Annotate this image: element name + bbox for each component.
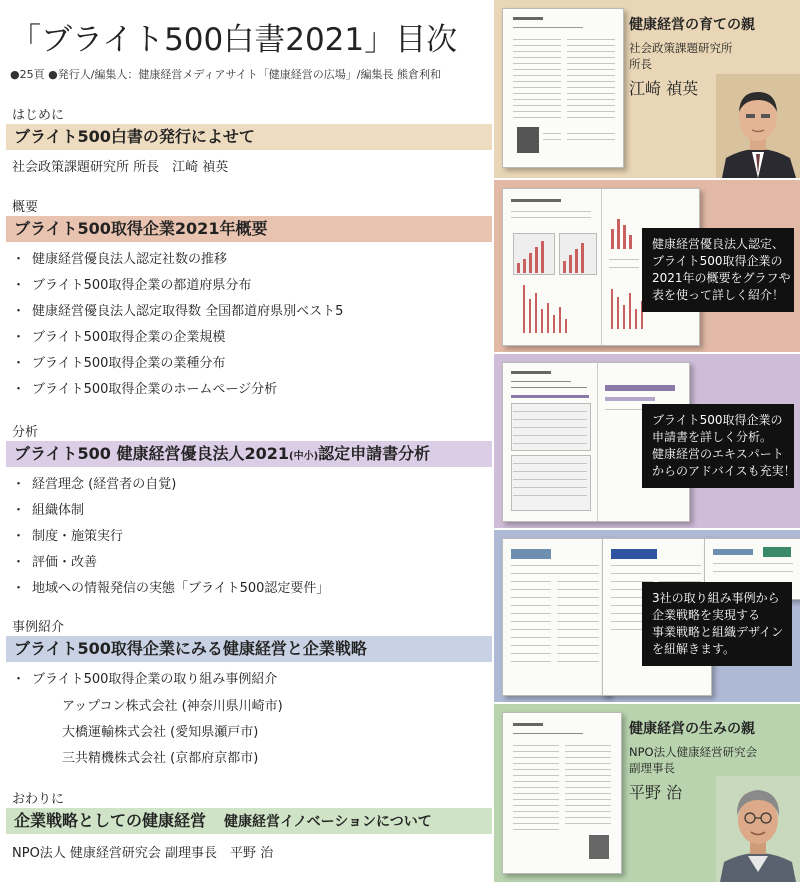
preview-panel-analysis — [494, 354, 800, 528]
section-heading: ブライト500 健康経営優良法人2021 — [14, 444, 290, 463]
preview-panel-closing — [494, 704, 800, 882]
list-item: ・ ブライト500取得企業の取り組み事例紹介 — [12, 672, 278, 687]
page-thumbnail — [502, 538, 610, 696]
section-heading: ブライト500取得企業にみる健康経営と企業戦略 — [14, 639, 367, 658]
list-item: ・ 経営理念 (経営者の自覚) — [12, 477, 177, 492]
section-closing — [0, 788, 492, 868]
person-heading: 健康経営の育ての親 — [629, 17, 755, 33]
section-heading-bar — [6, 124, 492, 150]
person-org: NPO法人健康経営研究会 — [629, 745, 758, 759]
portrait-photo — [716, 776, 800, 882]
section-label: 概要 — [12, 200, 39, 215]
section-heading-bar — [6, 216, 492, 242]
page-thumbnail — [502, 8, 624, 168]
section-heading: ブライト500白書の発行によせて — [14, 127, 255, 146]
page-title: 「ブライト500白書2021」目次 — [10, 22, 458, 58]
person-name: 平野 治 — [629, 783, 683, 802]
person-name: 江崎 禎英 — [629, 79, 699, 98]
section-heading-sub: 健康経営イノベーションについて — [224, 814, 432, 830]
company-item: アップコン株式会社 (神奈川県川崎市) — [62, 699, 283, 714]
preview-column — [494, 0, 800, 882]
section-heading-bar — [6, 441, 492, 467]
preview-panel-overview — [494, 180, 800, 352]
section-heading-bar — [6, 808, 492, 834]
list-item: ・ 健康経営優良法人認定取得数 全国都道府県別ベスト5 — [12, 304, 344, 319]
section-analysis — [0, 421, 492, 606]
preview-panel-cases — [494, 530, 800, 702]
company-item: 大橋運輸株式会社 (愛知県瀬戸市) — [62, 725, 259, 740]
list-item: ・ ブライト500取得企業の都道府県分布 — [12, 278, 252, 293]
author-line: 社会政策課題研究所 所長 江崎 禎英 — [12, 160, 229, 175]
preview-caption: 3社の取り組み事例から 企業戦略を実現する 事業戦略と組織デザイン を紐解きます。 — [642, 582, 792, 666]
section-label: 事例紹介 — [12, 620, 65, 635]
section-heading-tail: 認定申請書分析 — [318, 444, 431, 463]
company-item: 三共精機株式会社 (京都府京都市) — [62, 751, 259, 766]
section-intro — [0, 104, 492, 184]
list-item: ・ 地域への情報発信の実態「ブライト500認定要件」 — [12, 581, 330, 596]
list-item: ・ ブライト500取得企業の業種分布 — [12, 356, 226, 371]
section-label: 分析 — [12, 425, 39, 440]
preview-caption: ブライト500取得企業の 申請書を詳しく分析。 健康経営のエキスパート からのアドバイスも充実！ — [642, 404, 794, 488]
list-item: ・ ブライト500取得企業のホームページ分析 — [12, 382, 278, 397]
section-heading-bar — [6, 636, 492, 662]
section-label: おわりに — [12, 792, 65, 807]
portrait-photo — [716, 74, 800, 178]
author-line: NPO法人 健康経営研究会 副理事長 平野 治 — [12, 846, 274, 861]
person-role: 副理事長 — [629, 761, 675, 775]
section-cases — [0, 616, 492, 776]
section-heading: 企業戦略としての健康経営 — [14, 811, 207, 830]
section-heading: ブライト500取得企業2021年概要 — [14, 219, 268, 238]
preview-panel-intro — [494, 0, 800, 178]
section-heading-small: (中小) — [289, 451, 319, 462]
list-item: ・ ブライト500取得企業の企業規模 — [12, 330, 226, 345]
list-item: ・ 健康経営優良法人認定社数の推移 — [12, 252, 228, 267]
section-overview — [0, 196, 492, 406]
list-item: ・ 制度・施策実行 — [12, 529, 124, 544]
person-heading: 健康経営の生みの親 — [629, 721, 755, 737]
person-org: 社会政策課題研究所 — [629, 41, 733, 55]
preview-caption: 健康経営優良法人認定、 ブライト500取得企業の 2021年の概要をグラフや 表を使って詳しく紹介！ — [642, 228, 794, 312]
list-item: ・ 組織体制 — [12, 503, 85, 518]
list-item: ・ 評価・改善 — [12, 555, 98, 570]
page-thumbnail — [502, 712, 622, 874]
section-label: はじめに — [12, 108, 65, 123]
person-role: 所長 — [629, 57, 652, 71]
publication-info: ●25頁 ●発行人/編集人：健康経営メディアサイト「健康経営の広場」/編集長 熊倉利和 — [10, 68, 441, 81]
